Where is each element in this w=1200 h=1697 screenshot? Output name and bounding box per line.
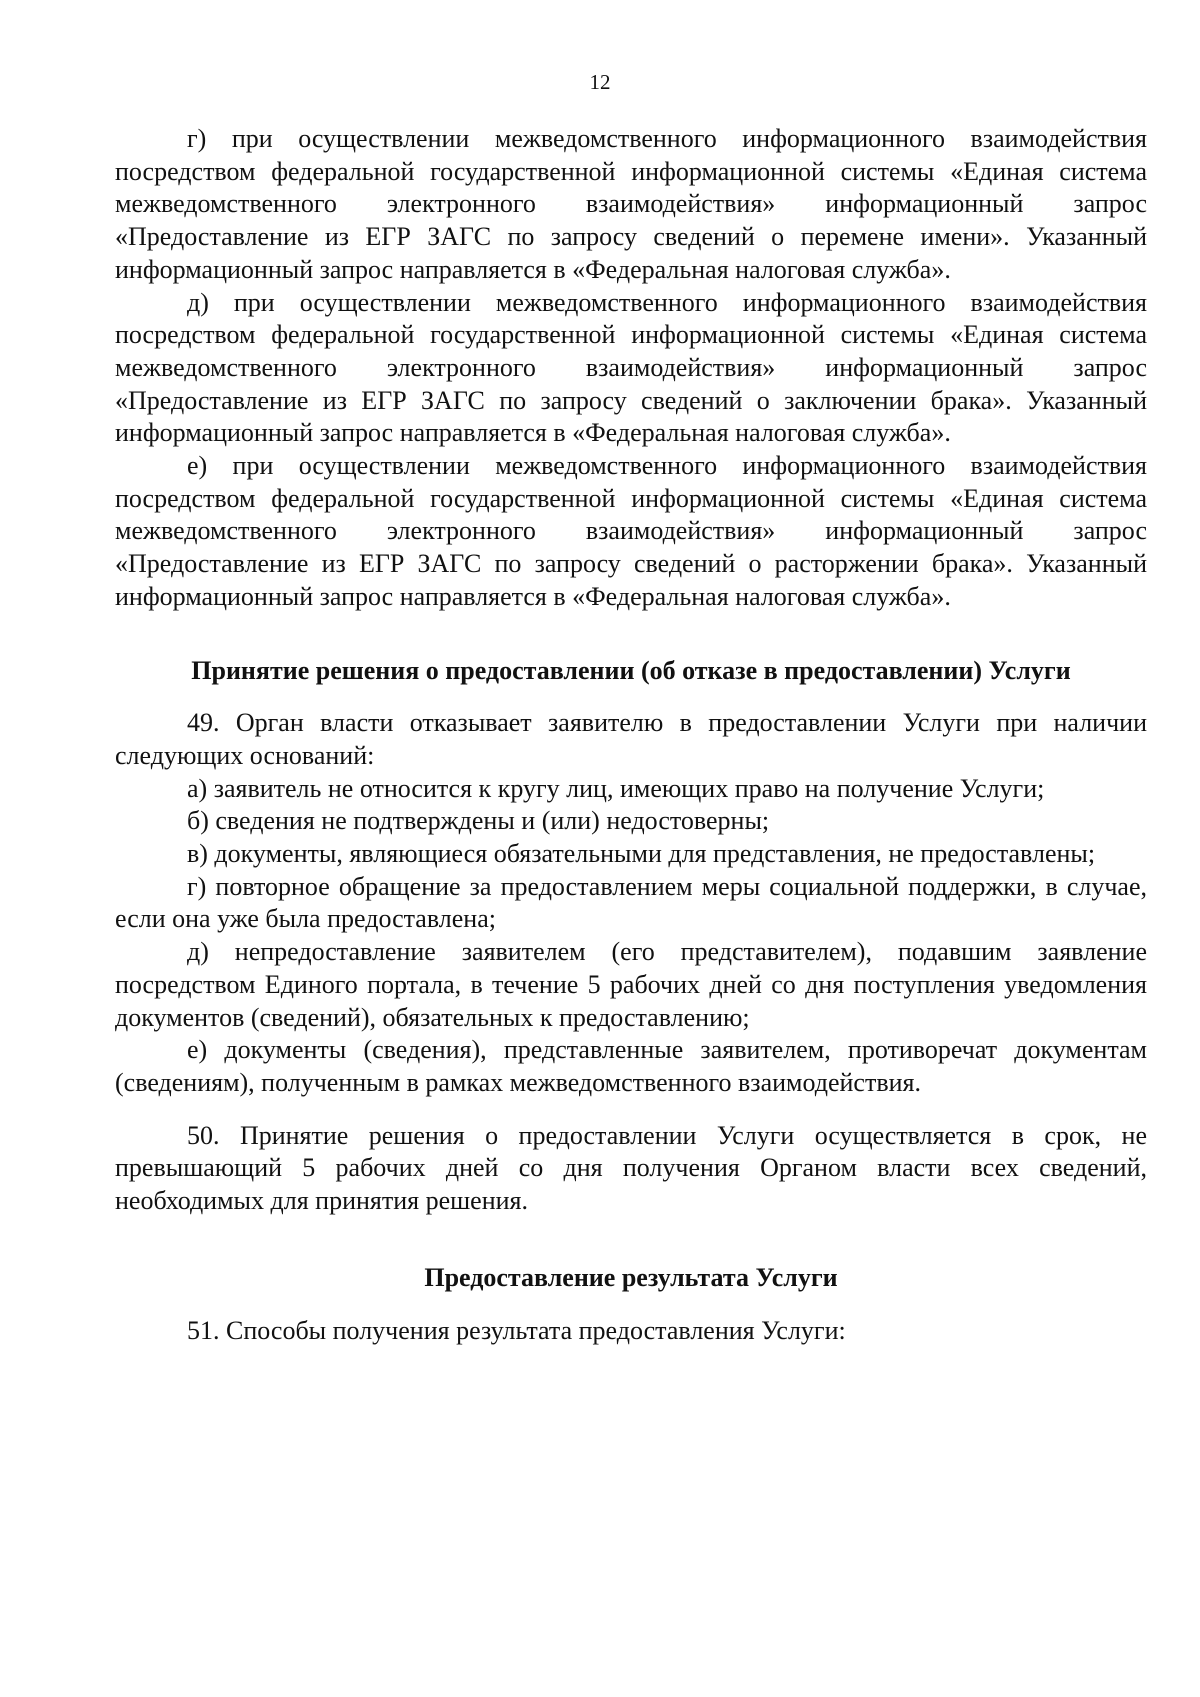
paragraph-49-a: а) заявитель не относится к кругу лиц, имеющих право на получение Услуги; <box>187 773 1045 803</box>
paragraph-49-intro: 49. Орган власти отказывает заявителю в предоставлении Услуги при наличии следующих оснований: <box>115 708 1147 770</box>
paragraph-49-e: е) документы (сведения), представленные заявителем, противоречат документам (сведениям), полученным в рамках межведомственного взаимодействия. <box>115 1035 1147 1097</box>
paragraph-51: 51. Способы получения результата предоставления Услуги: <box>187 1315 846 1345</box>
paragraph-49-g: г) повторное обращение за предоставлением меры социальной поддержки, в случае, если она уже была предоставлена; <box>115 871 1147 934</box>
section-heading-decision: Принятие решения о предоставлении (об отказе в предоставлении) Услуги <box>191 655 1071 685</box>
document-body <box>115 123 1147 1347</box>
paragraph-49-b: б) сведения не подтверждены и (или) недостоверны; <box>187 806 770 836</box>
section-heading-result: Предоставление результата Услуги <box>424 1262 838 1292</box>
paragraph-48-g: г) при осуществлении межведомственного информационного взаимодействия посредством федеральной государственной информационной системы «Единая система межведомственного электронного взаимодействия» информационный запрос «Предоставление из ЕГР ЗАГС по запросу сведений о перемене имени». Указанный информационный запрос направляется в «Федеральная налоговая служба». <box>115 124 1147 284</box>
paragraph-48-d: д) при осуществлении межведомственного информационного взаимодействия посредством федеральной государственной информационной системы «Единая система межведомственного электронного взаимодействия» информационный запрос «Предоставление из ЕГР ЗАГС по запросу сведений о заключении брака». Указанный информационный запрос направляется в «Федеральная налоговая служба». <box>115 287 1147 448</box>
paragraph-50: 50. Принятие решения о предоставлении Услуги осуществляется в срок, не превышающий 5 рабочих дней со дня получения Органом власти всех сведений, необходимых для принятия решения. <box>115 1120 1147 1216</box>
paragraph-spacer <box>115 1100 1147 1120</box>
page-number: 12 <box>589 70 611 94</box>
paragraph-49-d: д) непредоставление заявителем (его представителем), подавшим заявление посредством Единого портала, в течение 5 рабочих дней со дня поступления уведомления документов (сведений), обязательных к предоставлению; <box>115 937 1147 1032</box>
paragraph-48-e: е) при осуществлении межведомственного информационного взаимодействия посредством федеральной государственной информационной системы «Единая система межведомственного электронного взаимодействия» информационный запрос «Предоставление из ЕГР ЗАГС по запросу сведений о расторжении брака». Указанный информационный запрос направляется в «Федеральная налоговая служба». <box>115 451 1147 611</box>
paragraph-49-v: в) документы, являющиеся обязательными для представления, не предоставлены; <box>187 839 1096 869</box>
